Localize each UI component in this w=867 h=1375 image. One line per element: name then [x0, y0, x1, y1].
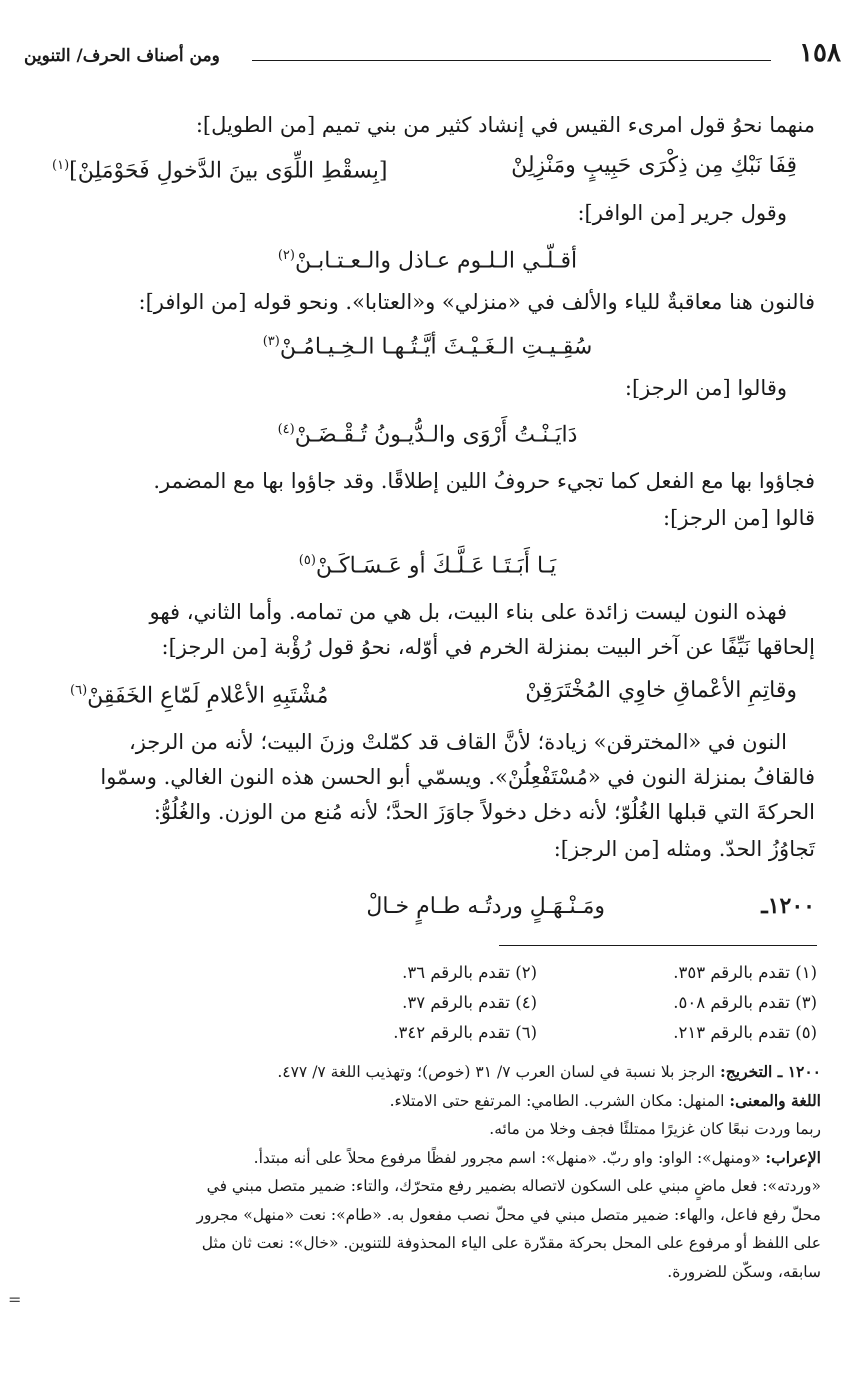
paragraph-6-line-2: إلحاقها نَيِّفًا عن آخر البيت بمنزلة الخرم في أوّله، نحوُ قول رُؤْبة [من الرجز]:	[161, 635, 815, 659]
note-lugha	[40, 1087, 821, 1116]
paragraph-4: وقالوا [من الرجز]:	[624, 376, 787, 400]
verse-1-second-hemistich-wrap	[52, 150, 387, 187]
note-irab	[40, 1144, 821, 1173]
verse-2	[40, 240, 815, 277]
footnote-2: (٢) تقدم بالرقم ٣٦.	[402, 963, 537, 982]
note-meaning: ربما وردت نبعًا كان غزيرًا ممتلئًا فجف وخلا من مائه.	[489, 1120, 821, 1138]
footnote-4: (٤) تقدم بالرقم ٣٧.	[402, 993, 537, 1012]
commentary-notes	[40, 1058, 821, 1286]
paragraph-7-line-2: فالقافُ بمنزلة النون في «مُسْتَفْعِلُنْ». ويسمّي أبو الحسن هذه النون الغالي. وسمّوا	[100, 765, 815, 789]
verse-1-first-hemistich: قِفَا نَبْكِ مِن ذِكْرَى حَبِيبٍ ومَنْزِلِنْ	[511, 153, 797, 178]
footnote-row	[257, 958, 817, 988]
footnote-ref-2: (٢)	[277, 248, 295, 263]
verse-6-second-hemistich: مُشْتَبِهِ الأعْلامِ لَمّاعِ الخَفَقِنْ	[87, 683, 329, 709]
margin-mark: =	[8, 1290, 22, 1309]
page-number: ١٥٨	[799, 38, 841, 68]
footnote-row	[257, 1018, 817, 1048]
note-lugha-text: المنهل: مكان الشرب. الطامي: المرتفع حتى الامتلاء.	[389, 1091, 730, 1110]
verse-6-first-hemistich: وقاتِمِ الأعْماقِ خاوِي المُخْتَرَقِنْ	[525, 678, 797, 703]
footnote-row	[257, 988, 817, 1018]
footnote-rule	[499, 945, 817, 946]
verse-5-text: يَـا أَبَـتَـا عَـلَّـكَ أو عَـسَـاكَـنْ	[315, 553, 557, 579]
paragraph-1: منهما نحوُ قول امرىء القيس في إنشاد كثير من بني تميم [من الطويل]:	[195, 113, 815, 137]
verse-5	[40, 545, 815, 582]
page-header	[24, 38, 841, 72]
footnote-1: (١) تقدم بالرقم ٣٥٣.	[673, 963, 817, 982]
paragraph-7-line-3: الحركةَ التي قبلها الغُلُوّ؛ لأنه دخل دخولاً جاوَزَ الحدَّ؛ لأنه مُنع من الوزن. والغُلُوُّ:	[153, 800, 815, 824]
footnote-3: (٣) تقدم بالرقم ٥٠٨.	[673, 993, 817, 1012]
footnote-ref-6: (٦)	[70, 683, 88, 698]
footnote-ref-3: (٣)	[262, 334, 280, 349]
verse-4	[40, 414, 815, 451]
note-lugha-label: اللغة والمعنى:	[729, 1090, 821, 1110]
paragraph-5-line-2: قالوا [من الرجز]:	[663, 506, 815, 530]
verse-2-text: أقـلّـي الـلـوم عـاذل والـعـتـابـنْ	[294, 248, 578, 274]
paragraph-5-line-1: فجاؤوا بها مع الفعل كما تجيء حروفُ اللين إطلاقًا. وقد جاؤوا بها مع المضمر.	[153, 469, 815, 493]
verse-1	[52, 150, 797, 187]
paragraph-2: وقول جرير [من الوافر]:	[577, 201, 787, 225]
paragraph-7-line-4: تَجاوُزُ الحدّ. ومثله [من الرجز]:	[553, 837, 815, 861]
note-irab-label: الإعراب:	[765, 1147, 821, 1167]
paragraph-7-line-1: النون في «المخترقن» زيادة؛ لأنَّ القاف قد كمّلتْ وزنَ البيت؛ لأنه من الرجز،	[128, 730, 787, 754]
verse-4-text: دَايَـنْـتُ أَرْوَى والـدُّيـونُ تُـقْـضَـنْ	[294, 422, 578, 448]
header-rule	[252, 60, 771, 61]
paragraph-3: فالنون هنا معاقبةٌ للياء والألف في «منزلي» و«العتابا». ونحو قوله [من الوافر]:	[138, 290, 815, 314]
note-takhrij-text: الرجز بلا نسبة في لسان العرب ٧/ ٣١ (خوص)؛ وتهذيب اللغة ٧/ ٤٧٧.	[277, 1063, 721, 1081]
verse-6-second-hemistich-wrap	[70, 675, 328, 712]
footnote-ref-4: (٤)	[277, 422, 295, 437]
note-irab-line-3: محلّ رفع فاعل، والهاء: ضمير متصل مبني في محلّ نصب مفعول به. «طام»: نعت «منهل» مجرور	[196, 1205, 821, 1224]
verse-1-second-hemistich: [بِسقْطِ اللِّوَى بينَ الدَّخولِ فَحَوْمَلِنْ]	[69, 158, 388, 184]
footnotes	[257, 958, 817, 1048]
paragraph-6-line-1: فهذه النون ليست زائدة على بناء البيت، بل هي من تمامه. وأما الثاني، فهو	[149, 600, 787, 624]
note-irab-line-4: على اللفظ أو مرفوع على المحل بحركة مقدّرة على الياء المحذوفة للتنوين. «خال»: نعت ثان مثل	[201, 1234, 821, 1252]
running-title: ومن أصناف الحرف/ التنوين	[24, 46, 220, 66]
example-number: ١٢٠٠ـ	[761, 893, 815, 919]
verse-3-text: سُقِـيـتِ الـغَـيْـثَ أيَّـتُـهـا الـخِـيـامُـنْ	[279, 334, 593, 360]
footnote-ref-5: (٥)	[298, 553, 316, 568]
note-takhrij	[40, 1058, 821, 1087]
verse-3	[40, 326, 815, 363]
example-verse: ومَـنْـهَـلٍ وردتُـه طـامٍ خـالْ	[366, 894, 605, 919]
footnote-5: (٥) تقدم بالرقم ٢١٣.	[673, 1023, 817, 1042]
example-1200	[40, 893, 815, 919]
footnote-6: (٦) تقدم بالرقم ٣٤٢.	[393, 1023, 537, 1042]
note-irab-line-5: سابقه، وسكّن للضرورة.	[667, 1262, 821, 1281]
note-takhrij-label: ١٢٠٠ ـ التخريج:	[720, 1062, 821, 1081]
footnote-ref-1: (١)	[52, 158, 70, 173]
note-irab-text: «ومنهل»: الواو: واو ربّ. «منهل»: اسم مجرور لفظًا مرفوع محلاً على أنه مبتدأ.	[253, 1148, 766, 1167]
note-irab-line-2: «وردته»: فعل ماضٍ مبني على السكون لاتصاله بضمير رفع متحرّك، والتاء: ضمير متصل مبني في	[206, 1177, 821, 1195]
verse-6	[70, 675, 797, 712]
